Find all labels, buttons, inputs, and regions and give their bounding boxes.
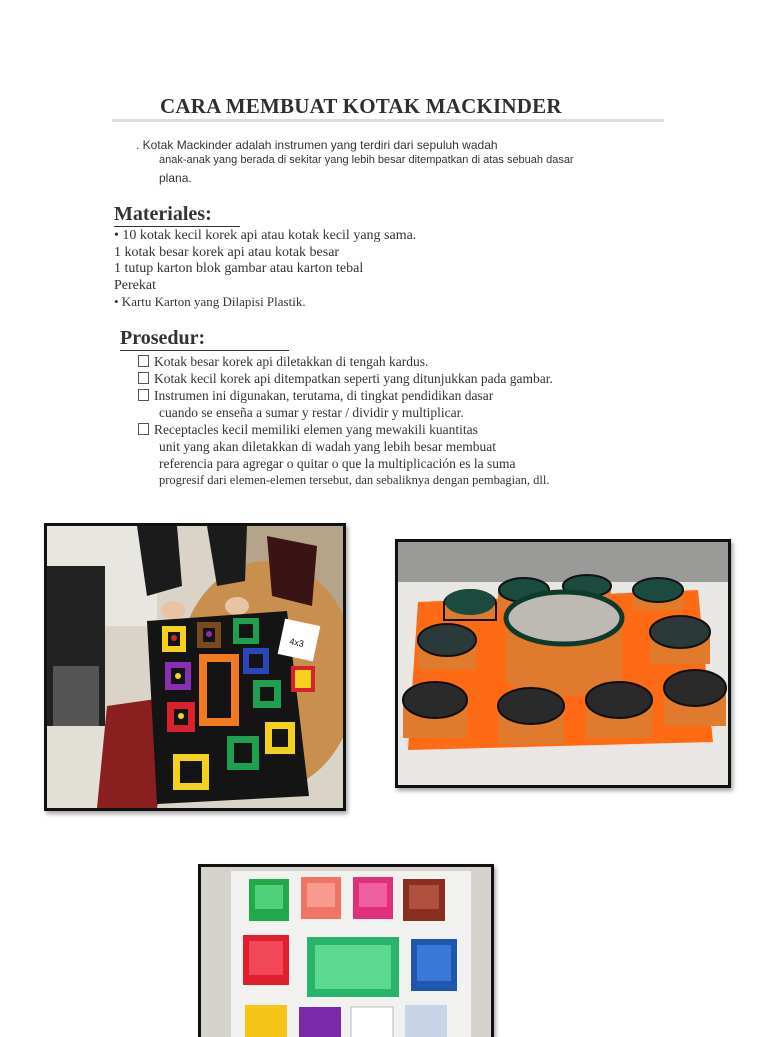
page-title: CARA MEMBUAT KOTAK MACKINDER xyxy=(160,94,562,118)
checkbox-glyph-icon xyxy=(138,423,149,435)
photo-mackinder-board xyxy=(44,523,346,811)
list-item: • 10 kotak kecil korek api atau kotak kecil yang sama. xyxy=(114,228,417,243)
intro-line: plana. xyxy=(159,171,192,185)
photo-colored-trays-illustration xyxy=(201,867,491,1037)
list-item: • Kartu Karton yang Dilapisi Plastik. xyxy=(114,294,306,309)
list-item-continuation: cuando se enseña a sumar y restar / dividir y multiplicar. xyxy=(159,405,464,420)
procedure-list xyxy=(138,353,553,489)
materials-heading-text: Materiales: xyxy=(114,203,240,227)
intro-line: anak-anak yang berada di sekitar yang lebih besar ditempatkan di atas sebuah dasar xyxy=(159,154,574,166)
title-divider xyxy=(112,119,664,122)
list-item-continuation: unit yang akan diletakkan di wadah yang lebih besar membuat xyxy=(159,439,497,454)
intro-paragraph xyxy=(136,138,636,185)
photo-round-containers xyxy=(395,539,731,788)
intro-line: . Kotak Mackinder adalah instrumen yang terdiri dari sepuluh wadah xyxy=(136,138,498,152)
checkbox-glyph-icon xyxy=(138,372,149,384)
materials-heading xyxy=(114,203,240,227)
checkbox-glyph-icon xyxy=(138,389,149,401)
list-item xyxy=(138,387,553,404)
card-text: 4x3 xyxy=(288,636,305,649)
list-item-text: Instrumen ini digunakan, terutama, di tingkat pendidikan dasar xyxy=(154,388,494,403)
list-item-text: Kotak kecil korek api ditempatkan seperti yang ditunjukkan pada gambar. xyxy=(154,371,553,386)
materials-list xyxy=(114,228,416,311)
list-item xyxy=(138,353,553,370)
list-item xyxy=(138,421,553,438)
photo-colored-trays xyxy=(198,864,494,1037)
photo-round-containers-illustration xyxy=(398,542,728,785)
checkbox-glyph-icon xyxy=(138,355,149,367)
list-item-text: Receptacles kecil memiliki elemen yang mewakili kuantitas xyxy=(154,422,478,437)
list-item-continuation: referencia para agregar o quitar o que la multiplicación es la suma xyxy=(159,456,516,471)
list-item: 1 kotak besar korek api atau kotak besar xyxy=(114,244,340,260)
procedure-heading-text: Prosedur: xyxy=(120,327,289,351)
list-item-continuation: progresif dari elemen-elemen tersebut, dan sebaliknya dengan pembagian, dll. xyxy=(159,473,550,487)
photo-mackinder-board-illustration xyxy=(47,526,343,808)
list-item-text: Kotak besar korek api diletakkan di tengah kardus. xyxy=(154,354,429,369)
list-item: Perekat xyxy=(114,277,156,293)
list-item xyxy=(138,370,553,387)
list-item: 1 tutup karton blok gambar atau karton tebal xyxy=(114,261,364,276)
procedure-heading xyxy=(120,327,289,351)
